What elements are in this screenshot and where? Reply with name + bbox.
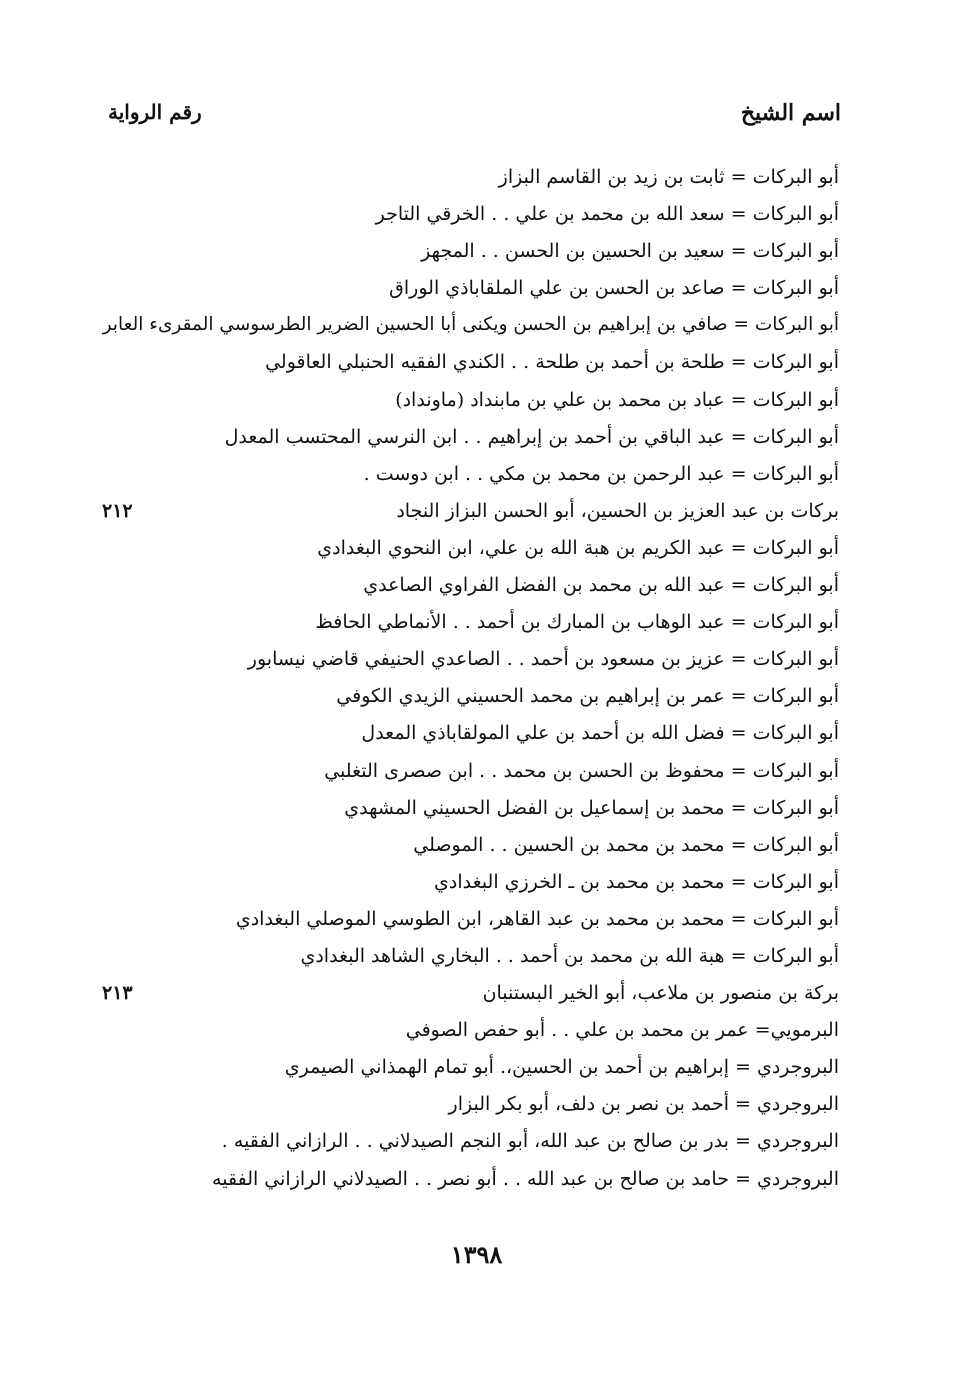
list-item <box>0 1124 953 1161</box>
page-header <box>0 100 953 140</box>
list-item <box>0 642 953 679</box>
entry-text: البروجردي = بدر بن صالح بن عبد الله، أبو النجم الصيدلاني . . الرازاني الفقيه . <box>221 1130 839 1153</box>
entry-text: أبو البركات = محمد بن محمد بن الحسين . . الموصلي <box>413 833 839 856</box>
entry-text: أبو البركات = صاعد بن الحسن بن علي الملقاباذي الوراق <box>389 277 839 300</box>
entry-text: أبو البركات = عباد بن محمد بن علي بن مابنداد (ماونداد) <box>395 388 839 411</box>
entry-text: البروجردي = أحمد بن نصر بن دلف، أبو بكر البزار <box>448 1093 839 1116</box>
entry-text: أبو البركات = محمد بن محمد بن ـ الخرزي البغدادي <box>434 870 839 893</box>
list-item <box>0 383 953 420</box>
entry-text: أبو البركات = محفوظ بن الحسن بن محمد . . ابن صصرى التغلبي <box>324 759 839 782</box>
entry-text: أبو البركات = عبد الله بن محمد بن الفضل الفراوي الصاعدي <box>363 574 839 597</box>
entry-text: البرمويي= عمر بن محمد بن علي . . أبو حفص الصوفي <box>405 1019 839 1042</box>
list-item <box>0 605 953 642</box>
list-item <box>0 976 953 1013</box>
list-item <box>0 197 953 234</box>
entry-text: أبو البركات = هبة الله بن محمد بن أحمد . . البخاري الشاهد البغدادي <box>300 944 839 967</box>
entry-text: أبو البركات = طلحة بن أحمد بن طلحة . . الكندي الفقيه الحنبلي العاقولي <box>265 351 839 374</box>
entry-text: أبو البركات = سعد الله بن محمد بن علي . . الخرقي التاجر <box>375 203 839 226</box>
entry-text: أبو البركات = صافي بن إبراهيم بن الحسن ويكنى أبا الحسين الضرير الطرسوسي المقرىء العابر <box>102 314 839 336</box>
list-item <box>0 939 953 976</box>
list-item <box>0 828 953 865</box>
list-item <box>0 160 953 197</box>
entry-text: البروجردي = إبراهيم بن أحمد بن الحسين،. أبو تمام الهمذاني الصيمري <box>284 1056 839 1079</box>
entry-text: أبو البركات = عبد الرحمن بن محمد بن مكي . . ابن دوست . <box>363 462 839 485</box>
list-item <box>0 1162 953 1199</box>
list-item <box>0 679 953 716</box>
list-item <box>0 1087 953 1124</box>
entry-text: أبو البركات = محمد بن إسماعيل بن الفضل الحسيني المشهدي <box>344 796 839 819</box>
entry-text: أبو البركات = ثابت بن زيد بن القاسم البزاز <box>498 166 839 188</box>
entry-text: بركات بن عبد العزيز بن الحسين، أبو الحسن البزاز النجاد <box>396 499 839 522</box>
entry-text: أبو البركات = سعيد بن الحسين بن الحسن . . المجهز <box>421 240 839 263</box>
list-item <box>0 271 953 308</box>
list-item <box>0 1050 953 1087</box>
list-item <box>0 568 953 605</box>
list-item <box>0 791 953 828</box>
entry-text: أبو البركات = عبد الوهاب بن المبارك بن أحمد . . الأنماطي الحافظ <box>315 611 839 634</box>
entry-text: بركة بن منصور بن ملاعب، أبو الخير البستنبان <box>482 982 839 1005</box>
entry-text: أبو البركات = عبد الكريم بن هبة الله بن علي، ابن النحوي البغدادي <box>317 536 839 559</box>
list-item <box>0 234 953 271</box>
entry-text: البروجردي = حامد بن صالح بن عبد الله . . أبو نصر . . الصيدلاني الرازاني الفقيه <box>212 1167 839 1190</box>
list-item <box>0 420 953 457</box>
entry-text: أبو البركات = عمر بن إبراهيم بن محمد الحسيني الزيدي الكوفي <box>336 685 839 708</box>
list-item <box>0 1013 953 1050</box>
narration-number: ٢١٢ <box>102 499 133 522</box>
list-item <box>0 308 953 345</box>
list-item <box>0 865 953 902</box>
entry-list <box>0 160 953 1199</box>
entry-text: أبو البركات = محمد بن محمد بن عبد القاهر، ابن الطوسي الموصلي البغدادي <box>235 907 839 930</box>
sheikh-name-heading: اسم الشيخ <box>740 100 841 126</box>
list-item <box>0 716 953 753</box>
list-item <box>0 531 953 568</box>
page-number: ١٣٩٨ <box>450 1240 503 1269</box>
narration-number: ٢١٣ <box>102 982 133 1005</box>
entry-text: أبو البركات = عزيز بن مسعود بن أحمد . . الصاعدي الحنيفي قاضي نيسابور <box>247 648 839 671</box>
entry-text: أبو البركات = فضل الله بن أحمد بن علي المولقاباذي المعدل <box>361 722 839 745</box>
list-item <box>0 345 953 382</box>
list-item <box>0 494 953 531</box>
entry-text: أبو البركات = عبد الباقي بن أحمد بن إبراهيم . . ابن النرسي المحتسب المعدل <box>224 425 839 448</box>
narration-number-heading: رقم الرواية <box>108 100 202 124</box>
list-item <box>0 457 953 494</box>
list-item <box>0 902 953 939</box>
list-item <box>0 754 953 791</box>
